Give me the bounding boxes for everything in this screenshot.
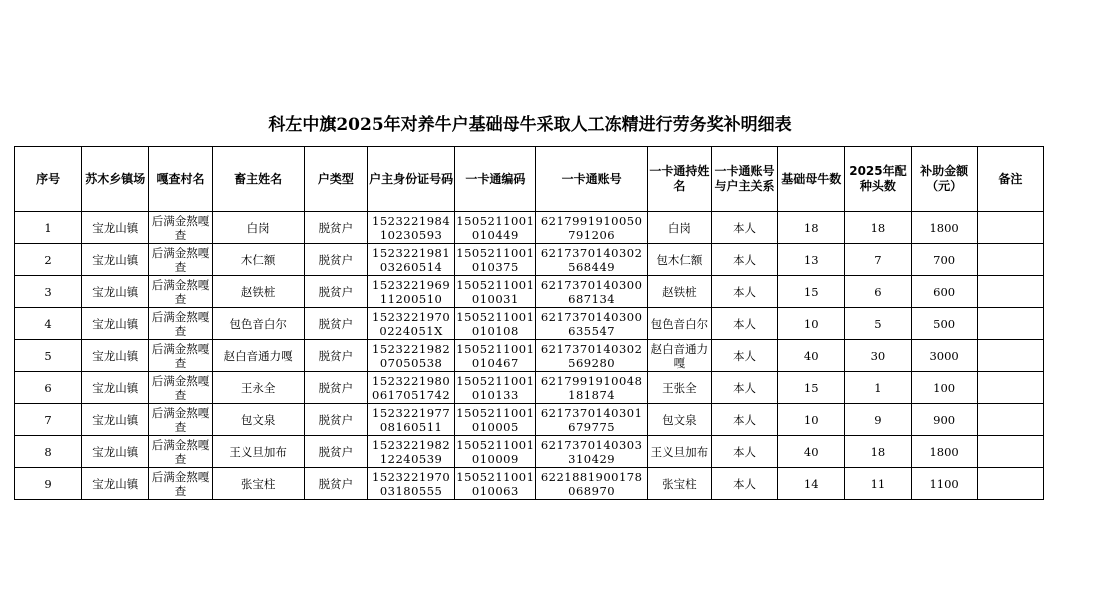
cell-remarks <box>977 276 1043 308</box>
col-card-code: 一卡通编码 <box>455 147 536 212</box>
cell-subsidy: 900 <box>911 404 977 436</box>
cell-relation: 本人 <box>711 244 777 276</box>
cell-remarks <box>977 404 1043 436</box>
cell-card-account: 6221881900178068970 <box>536 468 647 500</box>
cell-relation: 本人 <box>711 468 777 500</box>
cell-relation: 本人 <box>711 372 777 404</box>
cell-remarks <box>977 468 1043 500</box>
cell-village: 后满金熬嘎查 <box>149 212 212 244</box>
cell-card-holder: 包木仁额 <box>647 244 711 276</box>
cell-cow-count: 10 <box>778 404 845 436</box>
cell-relation: 本人 <box>711 212 777 244</box>
cell-household-type: 脱贫户 <box>304 404 367 436</box>
cell-township: 宝龙山镇 <box>82 404 149 436</box>
cell-bred-count: 6 <box>845 276 911 308</box>
cell-household-type: 脱贫户 <box>304 212 367 244</box>
cell-owner-name: 赵白音通力嘎 <box>212 340 304 372</box>
col-subsidy: 补助金额（元） <box>911 147 977 212</box>
cell-cow-count: 40 <box>778 436 845 468</box>
col-owner-name: 畜主姓名 <box>212 147 304 212</box>
cell-card-code: 1505211001010031 <box>456 277 535 306</box>
cell-card-holder: 赵白音通力嘎 <box>647 340 711 372</box>
cell-subsidy: 3000 <box>911 340 977 372</box>
cell-bred-count: 1 <box>845 372 911 404</box>
cell-owner-name: 包色音白尔 <box>212 308 304 340</box>
cell-township: 宝龙山镇 <box>82 372 149 404</box>
cell-card-account: 6217370140301679775 <box>536 404 647 436</box>
cell-village: 后满金熬嘎查 <box>149 436 212 468</box>
cell-remarks <box>977 340 1043 372</box>
cell-bred-count: 9 <box>845 404 911 436</box>
cell-relation: 本人 <box>711 308 777 340</box>
cell-village: 后满金熬嘎查 <box>149 340 212 372</box>
cell-cow-count: 14 <box>778 468 845 500</box>
cell-card-code: 1505211001010005 <box>456 405 535 434</box>
cell-household-type: 脱贫户 <box>304 340 367 372</box>
cell-id-number: 15232219700224051X <box>367 308 454 340</box>
cell-remarks <box>977 372 1043 404</box>
cell-id-number: 152322198212240539 <box>367 436 454 468</box>
cell-township: 宝龙山镇 <box>82 276 149 308</box>
cell-subsidy: 1100 <box>911 468 977 500</box>
cell-household-type: 脱贫户 <box>304 468 367 500</box>
table-row <box>15 436 1044 468</box>
cell-card-account: 6217991910050791206 <box>536 212 647 244</box>
col-cow-count: 基础母牛数 <box>778 147 845 212</box>
cell-subsidy: 100 <box>911 372 977 404</box>
cell-village: 后满金熬嘎查 <box>149 276 212 308</box>
cell-index: 5 <box>15 340 82 372</box>
cell-owner-name: 王义旦加布 <box>212 436 304 468</box>
cell-township: 宝龙山镇 <box>82 340 149 372</box>
cell-card-account: 6217991910048181874 <box>536 372 647 404</box>
cell-cow-count: 15 <box>778 276 845 308</box>
cell-cow-count: 40 <box>778 340 845 372</box>
cell-village: 后满金熬嘎查 <box>149 404 212 436</box>
cell-owner-name: 张宝柱 <box>212 468 304 500</box>
cell-township: 宝龙山镇 <box>82 436 149 468</box>
cell-card-holder: 包色音白尔 <box>647 308 711 340</box>
cell-township: 宝龙山镇 <box>82 212 149 244</box>
cell-bred-count: 18 <box>845 436 911 468</box>
cell-village: 后满金熬嘎查 <box>149 372 212 404</box>
cell-card-holder: 王张全 <box>647 372 711 404</box>
cell-relation: 本人 <box>711 436 777 468</box>
table-row <box>15 404 1044 436</box>
cell-owner-name: 白岗 <box>212 212 304 244</box>
col-township: 苏木乡镇场 <box>82 147 149 212</box>
cell-card-code: 1505211001010449 <box>456 213 535 242</box>
col-card-account: 一卡通账号 <box>536 147 647 212</box>
cell-card-account: 6217370140302568449 <box>536 244 647 276</box>
cell-cow-count: 18 <box>778 212 845 244</box>
cell-subsidy: 500 <box>911 308 977 340</box>
cell-card-code: 1505211001010108 <box>456 309 535 338</box>
cell-index: 1 <box>15 212 82 244</box>
cell-card-holder: 赵铁桩 <box>647 276 711 308</box>
cell-owner-name: 王永全 <box>212 372 304 404</box>
cell-cow-count: 10 <box>778 308 845 340</box>
cell-id-number: 15232219800617051742 <box>367 372 454 404</box>
cell-bred-count: 5 <box>845 308 911 340</box>
cell-remarks <box>977 308 1043 340</box>
table-row <box>15 244 1044 276</box>
col-id-number: 户主身份证号码 <box>367 147 454 212</box>
cell-id-number: 152322198103260514 <box>367 244 454 276</box>
cell-id-number: 152322198207050538 <box>367 340 454 372</box>
cell-township: 宝龙山镇 <box>82 244 149 276</box>
cell-card-account: 6217370140300687134 <box>536 276 647 308</box>
cell-bred-count: 30 <box>845 340 911 372</box>
cell-township: 宝龙山镇 <box>82 308 149 340</box>
cell-subsidy: 1800 <box>911 436 977 468</box>
cell-index: 8 <box>15 436 82 468</box>
cell-id-number: 152322197708160511 <box>367 404 454 436</box>
cell-owner-name: 赵铁桩 <box>212 276 304 308</box>
table-row <box>15 212 1044 244</box>
cell-subsidy: 1800 <box>911 212 977 244</box>
cell-household-type: 脱贫户 <box>304 276 367 308</box>
cell-owner-name: 木仁额 <box>212 244 304 276</box>
cell-id-number: 152322196911200510 <box>367 276 454 308</box>
cell-card-holder: 白岗 <box>647 212 711 244</box>
table-row <box>15 372 1044 404</box>
cell-bred-count: 11 <box>845 468 911 500</box>
col-remarks: 备注 <box>977 147 1043 212</box>
cell-household-type: 脱贫户 <box>304 436 367 468</box>
cell-index: 6 <box>15 372 82 404</box>
col-bred-count: 2025年配种头数 <box>845 147 911 212</box>
cell-card-holder: 包文泉 <box>647 404 711 436</box>
cell-index: 7 <box>15 404 82 436</box>
cell-card-code: 1505211001010009 <box>456 437 535 466</box>
col-household-type: 户类型 <box>304 147 367 212</box>
cell-index: 3 <box>15 276 82 308</box>
col-index: 序号 <box>15 147 82 212</box>
cell-remarks <box>977 244 1043 276</box>
cell-card-holder: 王义旦加布 <box>647 436 711 468</box>
table-row <box>15 468 1044 500</box>
cell-card-code: 1505211001010063 <box>456 469 535 498</box>
cell-relation: 本人 <box>711 340 777 372</box>
cell-bred-count: 18 <box>845 212 911 244</box>
cell-township: 宝龙山镇 <box>82 468 149 500</box>
cell-cow-count: 15 <box>778 372 845 404</box>
cell-card-code: 1505211001010133 <box>456 373 535 402</box>
cell-subsidy: 600 <box>911 276 977 308</box>
cell-card-account: 6217370140303310429 <box>536 436 647 468</box>
col-relation: 一卡通账号与户主关系 <box>711 147 777 212</box>
cell-index: 4 <box>15 308 82 340</box>
cell-id-number: 152322198410230593 <box>367 212 454 244</box>
cell-index: 2 <box>15 244 82 276</box>
cell-card-account: 6217370140302569280 <box>536 340 647 372</box>
col-card-holder: 一卡通持姓名 <box>647 147 711 212</box>
cell-village: 后满金熬嘎查 <box>149 468 212 500</box>
cell-household-type: 脱贫户 <box>304 372 367 404</box>
table-row <box>15 276 1044 308</box>
subsidy-table <box>14 146 1044 500</box>
table-header-row <box>15 147 1044 212</box>
cell-subsidy: 700 <box>911 244 977 276</box>
table-row <box>15 308 1044 340</box>
cell-relation: 本人 <box>711 404 777 436</box>
cell-id-number: 152322197003180555 <box>367 468 454 500</box>
cell-card-code: 1505211001010467 <box>456 341 535 370</box>
cell-owner-name: 包文泉 <box>212 404 304 436</box>
cell-remarks <box>977 436 1043 468</box>
cell-household-type: 脱贫户 <box>304 244 367 276</box>
cell-card-code: 1505211001010375 <box>456 245 535 274</box>
cell-bred-count: 7 <box>845 244 911 276</box>
cell-card-account: 6217370140300635547 <box>536 308 647 340</box>
cell-cow-count: 13 <box>778 244 845 276</box>
page-title: 科左中旗2025年对养牛户基础母牛采取人工冻精进行劳务奖补明细表 <box>268 115 792 135</box>
cell-household-type: 脱贫户 <box>304 308 367 340</box>
cell-remarks <box>977 212 1043 244</box>
cell-card-holder: 张宝柱 <box>647 468 711 500</box>
col-village: 嘎查村名 <box>149 147 212 212</box>
cell-village: 后满金熬嘎查 <box>149 244 212 276</box>
cell-village: 后满金熬嘎查 <box>149 308 212 340</box>
table-row <box>15 340 1044 372</box>
cell-index: 9 <box>15 468 82 500</box>
cell-relation: 本人 <box>711 276 777 308</box>
